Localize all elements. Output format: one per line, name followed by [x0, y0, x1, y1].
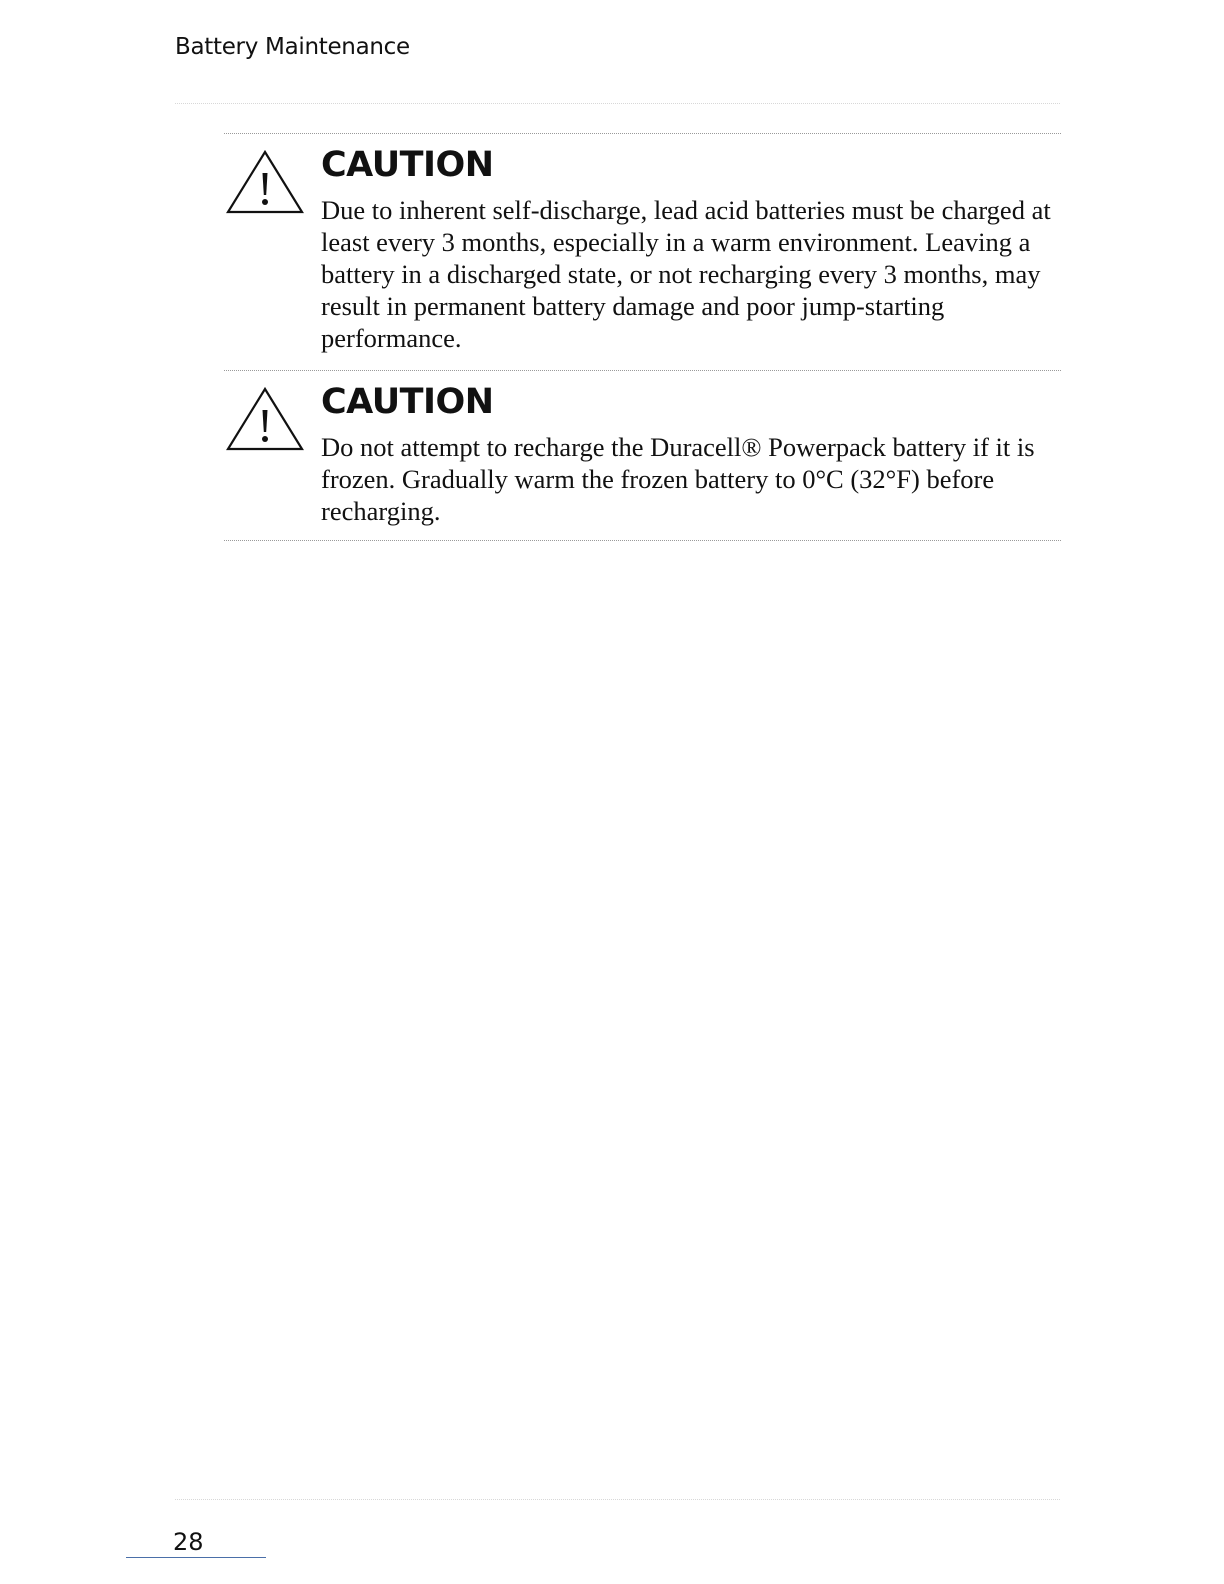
page-number-underline [126, 1557, 266, 1558]
page-number: 28 [173, 1528, 204, 1556]
warning-triangle-icon [226, 149, 304, 215]
notice-divider-middle [224, 370, 1061, 371]
caution-text: Due to inherent self-discharge, lead acid batteries must be charged at least every 3 months, especially in a warm environment. Leaving a battery in a discharged state, or not recharging every 3 months, may result in permanent battery damage and poor jump-starting performance. [321, 195, 1051, 353]
notice-divider-bottom [224, 540, 1061, 541]
caution-title: CAUTION [321, 382, 494, 422]
header-divider [175, 103, 1060, 104]
warning-triangle-icon [226, 386, 304, 452]
notice-divider-top [224, 133, 1061, 134]
caution-text: Do not attempt to recharge the Duracell® Powerpack battery if it is frozen. Gradually warm the frozen battery to 0°C (32°F) before recharging. [321, 432, 1035, 526]
running-header: Battery Maintenance [175, 34, 410, 60]
footer-divider [175, 1499, 1060, 1500]
caution-title: CAUTION [321, 145, 494, 185]
